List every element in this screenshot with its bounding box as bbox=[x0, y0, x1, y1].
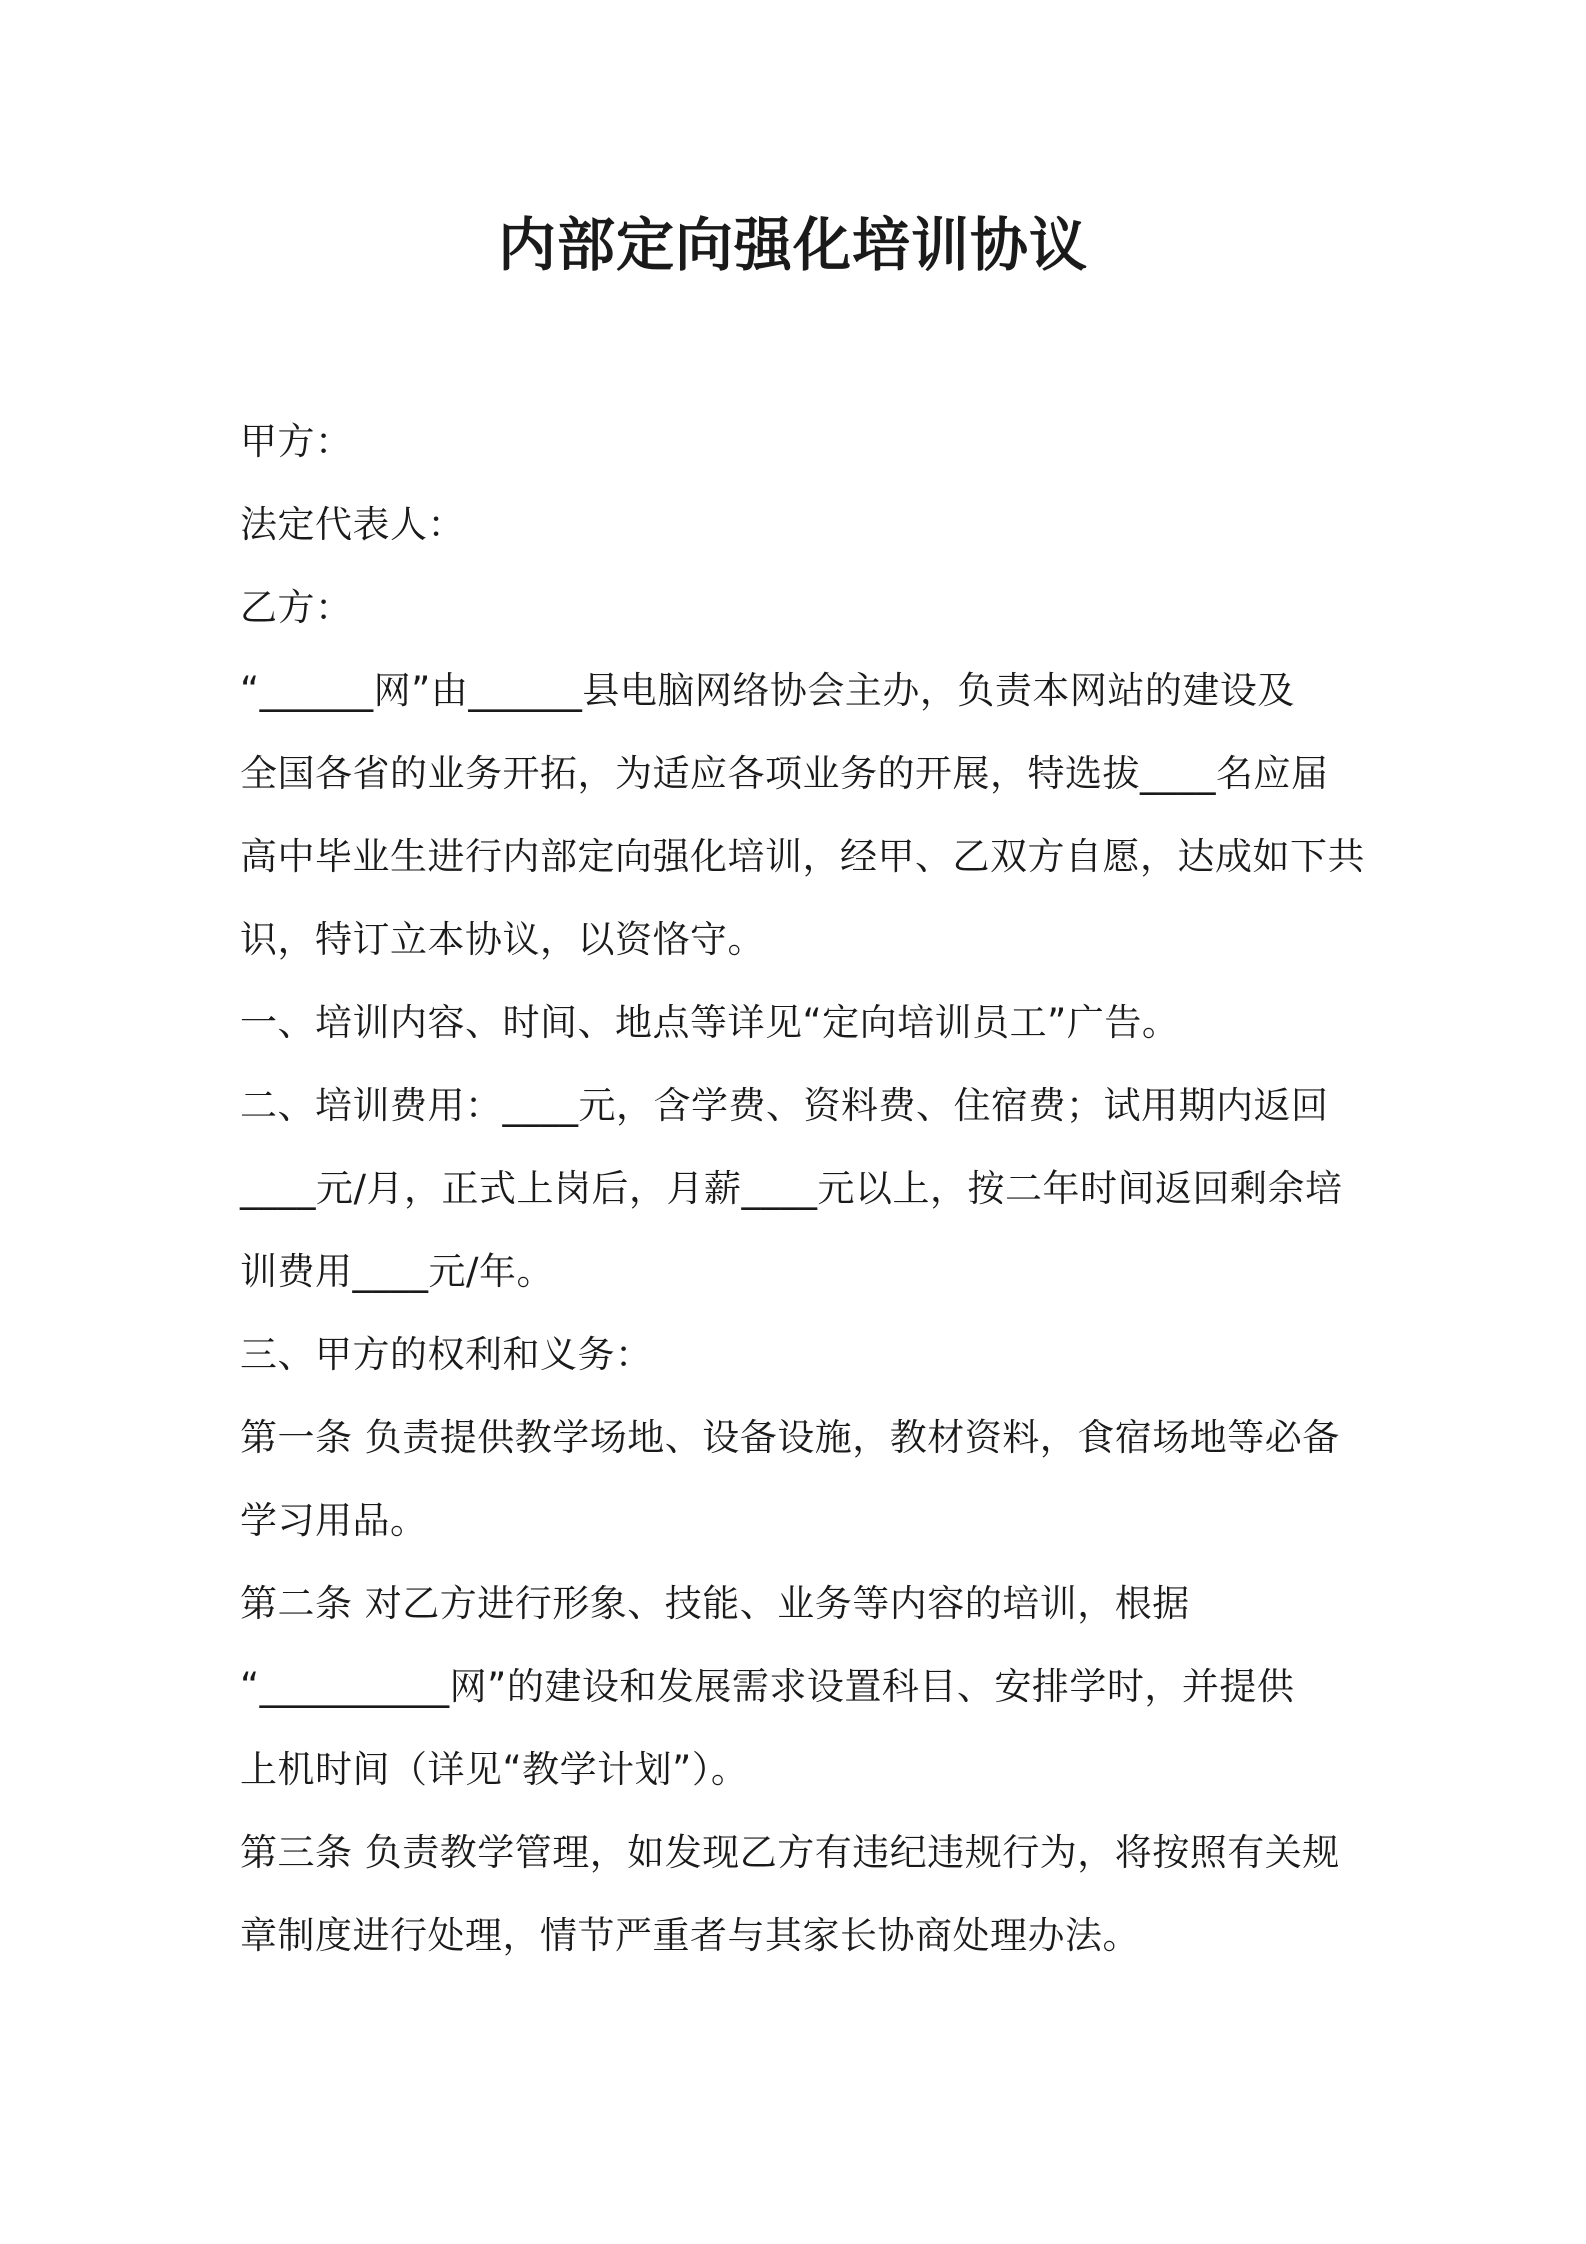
document-body bbox=[240, 400, 1365, 1977]
article-two-line: 第二条 对乙方进行形象、技能、业务等内容的培训，根据 bbox=[240, 1582, 1190, 1625]
party-b-line: 乙方： bbox=[240, 586, 353, 629]
article-three-line: 章制度进行处理，情节严重者与其家长协商处理办法。 bbox=[240, 1914, 1140, 1957]
paragraph-line: 全国各省的业务开拓，为适应各项业务的开展，特选拔____名应届 bbox=[240, 752, 1329, 795]
document-title: 内部定向强化培训协议 bbox=[497, 211, 1088, 279]
article-one-line: 第一条 负责提供教学场地、设备设施，教材资料，食宿场地等必备 bbox=[240, 1416, 1340, 1459]
article-one-line: 学习用品。 bbox=[240, 1499, 428, 1542]
section-two-line: ____元/月，正式上岗后，月薪____元以上，按二年时间返回剩余培 bbox=[240, 1167, 1343, 1210]
article-two-line: “__________网”的建设和发展需求设置科目、安排学时，并提供 bbox=[240, 1665, 1295, 1708]
paragraph-line: “______网”由______县电脑网络协会主办，负责本网站的建设及 bbox=[240, 669, 1295, 712]
section-two-line: 二、培训费用：____元，含学费、资料费、住宿费；试用期内返回 bbox=[240, 1084, 1329, 1127]
paragraph-line: 识，特订立本协议，以资恪守。 bbox=[240, 918, 765, 961]
paragraph-line: 高中毕业生进行内部定向强化培训，经甲、乙双方自愿，达成如下共 bbox=[240, 835, 1365, 878]
legal-representative-line: 法定代表人： bbox=[240, 503, 465, 546]
party-a-line: 甲方： bbox=[240, 420, 353, 463]
section-three-heading: 三、甲方的权利和义务： bbox=[240, 1333, 653, 1376]
article-three-line: 第三条 负责教学管理，如发现乙方有违纪违规行为，将按照有关规 bbox=[240, 1831, 1340, 1874]
article-two-line: 上机时间（详见“教学计划”）。 bbox=[240, 1748, 749, 1791]
section-two-line: 训费用____元/年。 bbox=[240, 1250, 554, 1293]
section-one-line: 一、培训内容、时间、地点等详见“定向培训员工”广告。 bbox=[240, 1001, 1180, 1044]
